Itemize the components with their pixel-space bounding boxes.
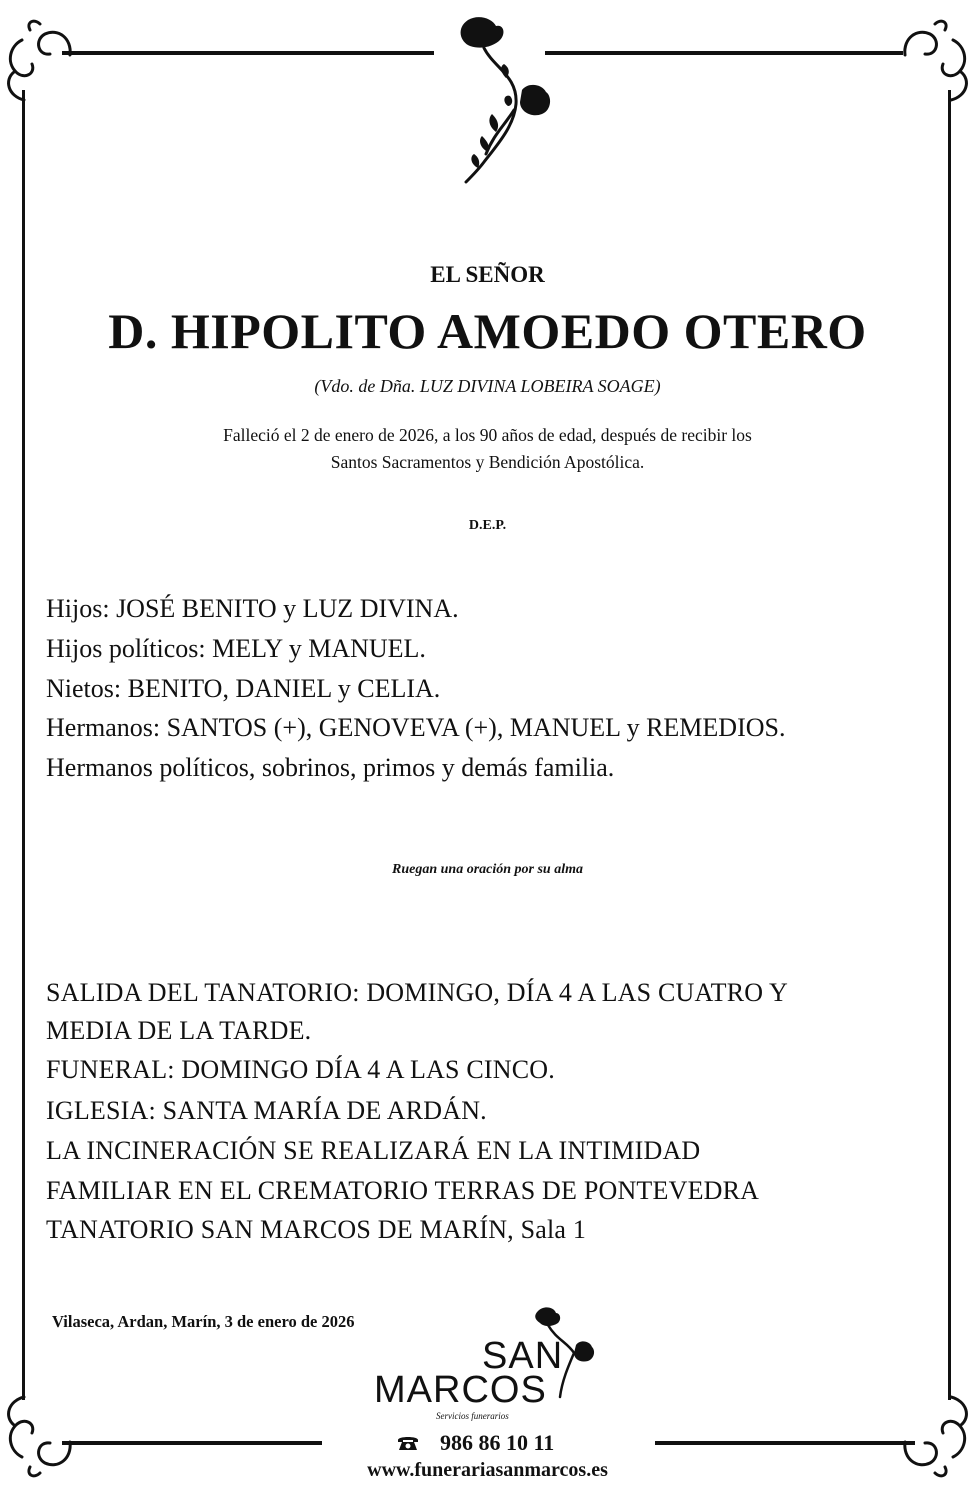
phone-row [396, 1430, 554, 1456]
service-line: FUNERAL: DOMINGO DÍA 4 A LAS CINCO. [46, 1055, 555, 1084]
phone-number: 986 86 10 11 [440, 1430, 555, 1455]
service-line: SALIDA DEL TANATORIO: DOMINGO, DÍA 4 A LAS CUATRO Y [46, 978, 788, 1007]
deceased-name: D. HIPOLITO AMOEDO OTERO [108, 303, 867, 359]
family-line: Hijos políticos: MELY y MANUEL. [46, 634, 426, 663]
flower-icon [532, 1305, 602, 1405]
corner-ornament-icon [885, 10, 975, 120]
logo [370, 1305, 610, 1425]
corner-ornament-icon [0, 10, 90, 120]
family-line: Hermanos: SANTOS (+), GENOVEVA (+), MANUEL y REMEDIOS. [46, 713, 786, 742]
website: www.funerariasanmarcos.es [367, 1459, 608, 1481]
service-line: TANATORIO SAN MARCOS DE MARÍN, Sala 1 [46, 1215, 587, 1244]
title-prefix: EL SEÑOR [430, 262, 545, 287]
frame-top-left [62, 51, 434, 55]
frame-bottom-left [62, 1441, 322, 1445]
logo-text-marcos: MARCOS [374, 1369, 547, 1411]
family-line: Hermanos políticos, sobrinos, primos y demás familia. [46, 753, 615, 782]
logo-text-san: SAN [482, 1335, 564, 1377]
service-line: LA INCINERACIÓN SE REALIZARÁ EN LA INTIMIDAD [46, 1136, 701, 1165]
frame-bottom-right [655, 1441, 915, 1445]
frame-top-right [545, 51, 903, 55]
death-line-1: Falleció el 2 de enero de 2026, a los 90 años de edad, después de recibir los [223, 425, 752, 445]
widow-note: (Vdo. de Dña. LUZ DIVINA LOBEIRA SOAGE) [314, 376, 661, 396]
flower-icon [448, 14, 564, 186]
dep-label: D.E.P. [468, 518, 507, 533]
family-line: Nietos: BENITO, DANIEL y CELIA. [46, 674, 441, 703]
service-line: IGLESIA: SANTA MARÍA DE ARDÁN. [46, 1096, 487, 1125]
logo-tagline: Servicios funerarios [436, 1411, 509, 1421]
family-line: Hijos: JOSÉ BENITO y LUZ DIVINA. [46, 594, 459, 623]
death-line-2: Santos Sacramentos y Bendición Apostólica. [330, 452, 645, 472]
phone-icon [396, 1434, 420, 1452]
service-line: FAMILIAR EN EL CREMATORIO TERRAS DE PONTEVEDRA [46, 1176, 760, 1205]
service-line: MEDIA DE LA TARDE. [46, 1016, 312, 1045]
place-date: Vilaseca, Ardan, Marín, 3 de enero de 2026 [52, 1312, 355, 1331]
prayer-line: Ruegan una oración por su alma [392, 862, 583, 877]
